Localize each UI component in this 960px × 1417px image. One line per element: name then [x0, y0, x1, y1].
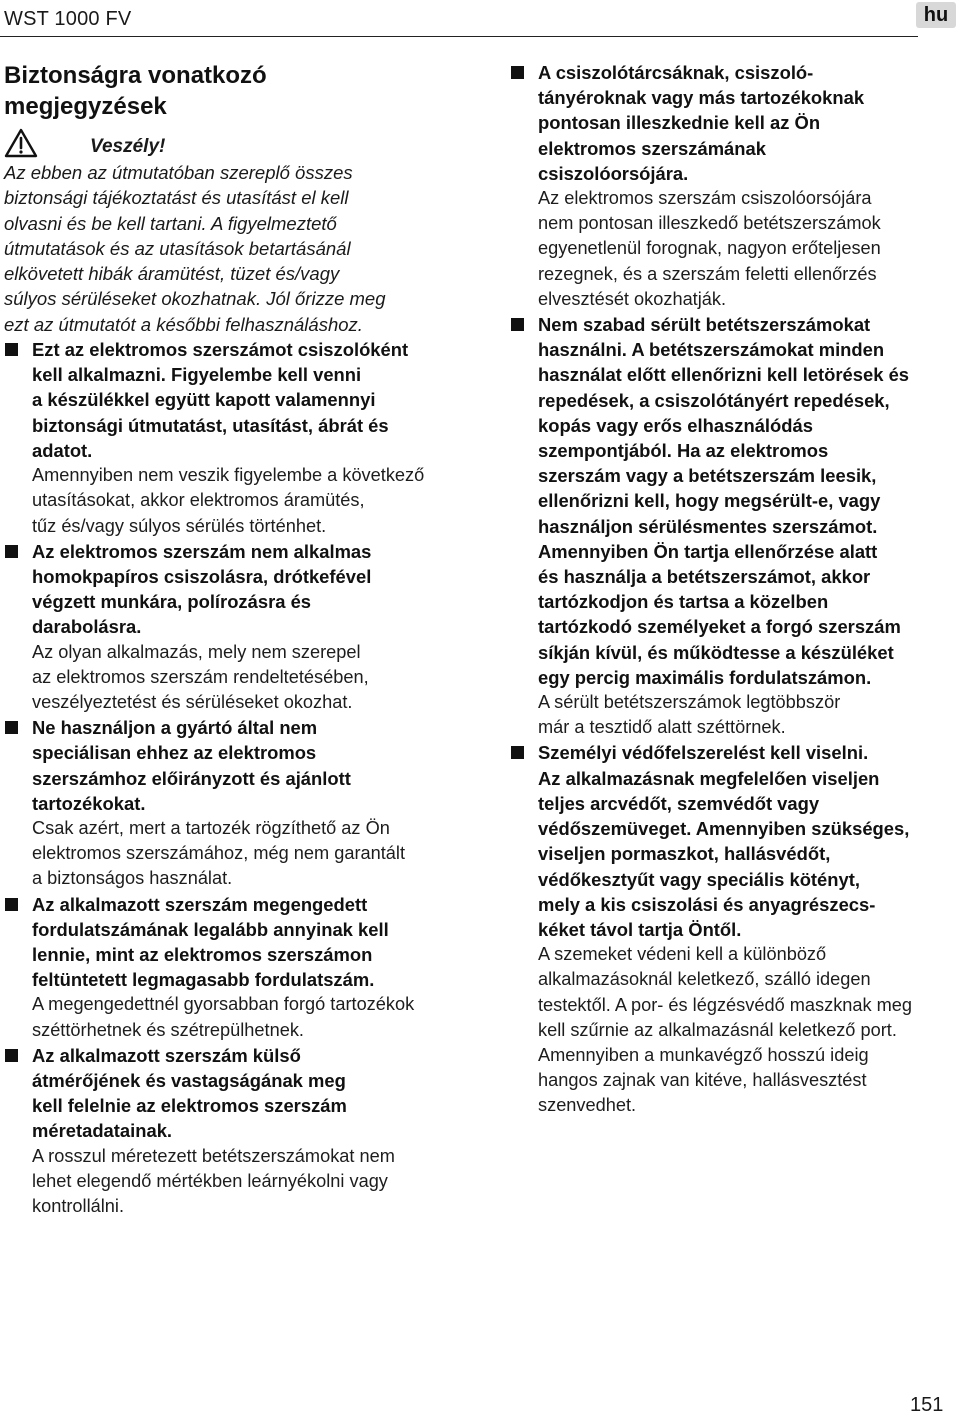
text-line: kéket távol tartja Öntől. — [538, 918, 742, 940]
text-line: Az ebben az útmutatóban szereplő összes — [4, 162, 353, 183]
bullet-body — [32, 1144, 459, 1220]
text-line: védőszemüveget. Amennyiben szükséges, — [538, 818, 910, 840]
text-line: használat előtt ellenőrizni kell letörések és — [538, 364, 910, 386]
text-line: hangos zajnak van kitéve, hallásvesztést — [538, 1070, 867, 1091]
text-line: fordulatszámának legalább annyinak kell — [32, 918, 389, 940]
text-line: biztonsági útmutatást, utasítást, ábrát és — [32, 414, 389, 436]
text-line: rezegnek, és a szerszám feletti ellenőrzés — [538, 263, 877, 284]
text-line: lehet elegendő mértékben leárnyékolni vagy — [32, 1170, 388, 1191]
text-line: pontosan illeszkednie kell az Ön — [538, 112, 821, 134]
bullet-item — [4, 715, 459, 891]
text-line: egy percig maximális fordulatszámon. — [538, 666, 872, 688]
warning-triangle-icon — [4, 128, 38, 158]
text-line: Nem szabad sérült betétszerszámokat — [538, 314, 871, 336]
bullet-body — [32, 992, 459, 1042]
text-line: az elektromos szerszám rendeltetésében, — [32, 666, 369, 687]
bullet-square-icon — [511, 746, 524, 759]
text-line: teljes arcvédőt, szemvédőt vagy — [538, 792, 820, 814]
text-line: utasításokat, akkor elektromos áramütés, — [32, 490, 365, 511]
text-line: Az alkalmazott szerszám megengedett — [32, 893, 368, 915]
text-line: kopás vagy erős elhasználódás — [538, 414, 813, 436]
text-line: kell felelnie az elektromos szerszám — [32, 1095, 347, 1117]
text-line: tartózkodjon és tartsa a közelben — [538, 591, 829, 613]
text-line: A rosszul méretezett betétszerszámokat nem — [32, 1145, 395, 1166]
bullet-item — [4, 539, 459, 715]
bullet-body — [538, 942, 958, 1118]
text-line: kell szűrnie az alkalmazásnál keletkező port. — [538, 1019, 897, 1040]
bullet-heading — [538, 312, 958, 690]
text-line: szerszámhoz előirányzott és ajánlott — [32, 767, 351, 789]
text-line: nem pontosan illeszkedő betétszerszámok — [538, 213, 881, 234]
bullet-heading — [32, 892, 459, 993]
bullet-item — [4, 1043, 459, 1219]
text-line: adatot. — [32, 439, 93, 461]
bullet-square-icon — [511, 318, 524, 331]
bullet-square-icon — [511, 66, 524, 79]
bullet-heading — [32, 1043, 459, 1144]
text-line: kell alkalmazni. Figyelembe kell venni — [32, 364, 362, 386]
text-line: ellenőrizni kell, hogy megsérült-e, vagy — [538, 490, 881, 512]
text-line: Az elektromos szerszám nem alkalmas — [32, 540, 372, 562]
bullet-item — [510, 740, 958, 1118]
bullet-square-icon — [5, 898, 18, 911]
text-line: olvasni és be kell tartani. A figyelmeztető — [4, 212, 337, 234]
language-badge: hu — [916, 2, 956, 28]
bullet-item — [510, 312, 958, 740]
right-items — [510, 60, 958, 1119]
text-line: ezt az útmutatót a későbbi felhasználáshoz. — [4, 313, 363, 335]
text-line: Amennyiben a munkavégző hosszú ideig — [538, 1044, 869, 1065]
text-line: Amennyiben nem veszik figyelembe a következő — [32, 465, 425, 486]
bullet-body — [32, 816, 459, 892]
text-line: elektromos szerszámának — [538, 137, 766, 159]
text-line: tartozékokat. — [32, 792, 146, 814]
bullet-square-icon — [5, 1049, 18, 1062]
intro-text — [4, 160, 459, 337]
text-line: lennie, mint az elektromos szerszámon — [32, 943, 373, 965]
page-number: 151 — [910, 1394, 944, 1416]
bullet-heading — [32, 715, 459, 816]
text-line: a biztonságos használat. — [32, 868, 233, 889]
text-line: elvesztését okozhatják. — [538, 288, 727, 309]
text-line: tartózkodó személyeket a forgó szerszám — [538, 616, 901, 638]
text-line: Az elektromos szerszám csiszolóorsójára — [538, 188, 872, 209]
bullet-item — [510, 60, 958, 312]
text-line: síkján kívül, és működtesse a készüléket — [538, 641, 894, 663]
text-line: csiszolóorsójára. — [538, 162, 689, 184]
text-line: Csak azért, mert a tartozék rögzíthető az Ön — [32, 817, 390, 838]
bullet-item — [4, 892, 459, 1043]
text-line: tányéroknak vagy más tartozékoknak — [538, 87, 865, 109]
text-line: biztonsági tájékoztatást és utasítást el kell — [4, 187, 349, 209]
bullet-heading — [538, 60, 958, 186]
text-line: A sérült betétszerszámok legtöbbször — [538, 692, 841, 713]
bullet-body — [32, 640, 459, 716]
text-line: kontrollálni. — [32, 1195, 124, 1216]
bullet-heading — [32, 539, 459, 640]
text-line: védőkesztyűt vagy speciális kötényt, — [538, 868, 860, 890]
text-line: Az alkalmazásnak megfelelően viseljen — [538, 767, 880, 789]
text-line: már a tesztidő alatt széttörnek. — [538, 717, 786, 738]
text-line: használni. A betétszerszámokat minden — [538, 339, 885, 361]
text-line: használjon sérülésmentes szerszámot. — [538, 515, 878, 537]
bullet-square-icon — [5, 721, 18, 734]
left-column — [4, 56, 459, 1219]
text-line: repedések, a csiszolótányért repedések, — [538, 389, 890, 411]
text-line: súlyos sérüléseket okozhatnak. Jól őrizze meg — [4, 288, 386, 310]
text-line: Személyi védőfelszerelést kell viselni. — [538, 742, 869, 764]
text-line: A csiszolótárcsáknak, csiszoló- — [538, 62, 814, 83]
text-line: a készülékkel együtt kapott valamennyi — [32, 389, 376, 411]
header-rule — [0, 36, 918, 37]
left-items — [4, 337, 459, 1219]
text-line: elkövetett hibák áramütést, tüzet és/vagy — [4, 263, 340, 285]
text-line: mely a kis csiszolási és anyagrészecs- — [538, 893, 876, 915]
text-line: speciálisan ehhez az elektromos — [32, 742, 317, 764]
text-line: alkalmazásoknál keletkező, szálló idegen — [538, 969, 871, 990]
text-line: végzett munkára, polírozásra és — [32, 591, 312, 613]
text-line: Az olyan alkalmazás, mely nem szerepel — [32, 641, 361, 662]
bullet-heading — [538, 740, 958, 942]
text-line: feltüntetett legmagasabb fordulatszám. — [32, 969, 375, 991]
danger-notice — [4, 128, 459, 160]
text-line: viseljen pormaszkot, hallásvédőt, — [538, 843, 831, 865]
danger-label: Veszély! — [90, 136, 166, 157]
text-line: A megengedettnél gyorsabban forgó tartozékok — [32, 994, 415, 1015]
text-line: egyenetlenül forognak, nagyon erőteljesen — [538, 238, 881, 259]
bullet-item — [4, 337, 459, 539]
text-line: szerszám vagy a betétszerszám leesik, — [538, 465, 877, 487]
bullet-heading — [32, 337, 459, 463]
text-line: veszélyeztetést és sérüléseket okozhat. — [32, 691, 353, 712]
section-title-line: Biztonságra vonatkozó — [4, 62, 267, 89]
bullet-body — [32, 463, 459, 539]
section-title — [4, 60, 459, 122]
text-line: homokpapíros csiszolásra, drótkefével — [32, 565, 372, 587]
text-line: Ezt az elektromos szerszámot csiszolóként — [32, 339, 409, 361]
right-column — [510, 56, 958, 1119]
text-line: széttörhetnek és szétrepülhetnek. — [32, 1019, 304, 1040]
text-line: méretadatainak. — [32, 1120, 173, 1142]
text-line: Amennyiben Ön tartja ellenőrzése alatt — [538, 540, 878, 562]
text-line: és használja a betétszerszámot, akkor — [538, 566, 871, 588]
text-line: elektromos szerszámához, még nem garantált — [32, 843, 406, 864]
text-line: tűz és/vagy súlyos sérülés történhet. — [32, 515, 327, 536]
text-line: testektől. A por- és légzésvédő maszknak meg — [538, 994, 913, 1015]
text-line: Ne használjon a gyártó által nem — [32, 717, 318, 739]
text-line: szempontjából. Ha az elektromos — [538, 440, 829, 462]
text-line: darabolásra. — [32, 616, 142, 638]
bullet-square-icon — [5, 343, 18, 356]
bullet-body — [538, 186, 958, 312]
section-title-line: megjegyzések — [4, 93, 167, 120]
text-line: útmutatások és az utasítások betartásánál — [4, 237, 351, 259]
text-line: Az alkalmazott szerszám külső — [32, 1044, 301, 1066]
text-line: A szemeket védeni kell a különböző — [538, 944, 827, 965]
text-line: átmérőjének és vastagságának meg — [32, 1069, 346, 1091]
bullet-body — [538, 690, 958, 740]
bullet-square-icon — [5, 545, 18, 558]
model-name: WST 1000 FV — [4, 8, 132, 30]
text-line: szenvedhet. — [538, 1095, 637, 1116]
page-header — [0, 0, 960, 40]
